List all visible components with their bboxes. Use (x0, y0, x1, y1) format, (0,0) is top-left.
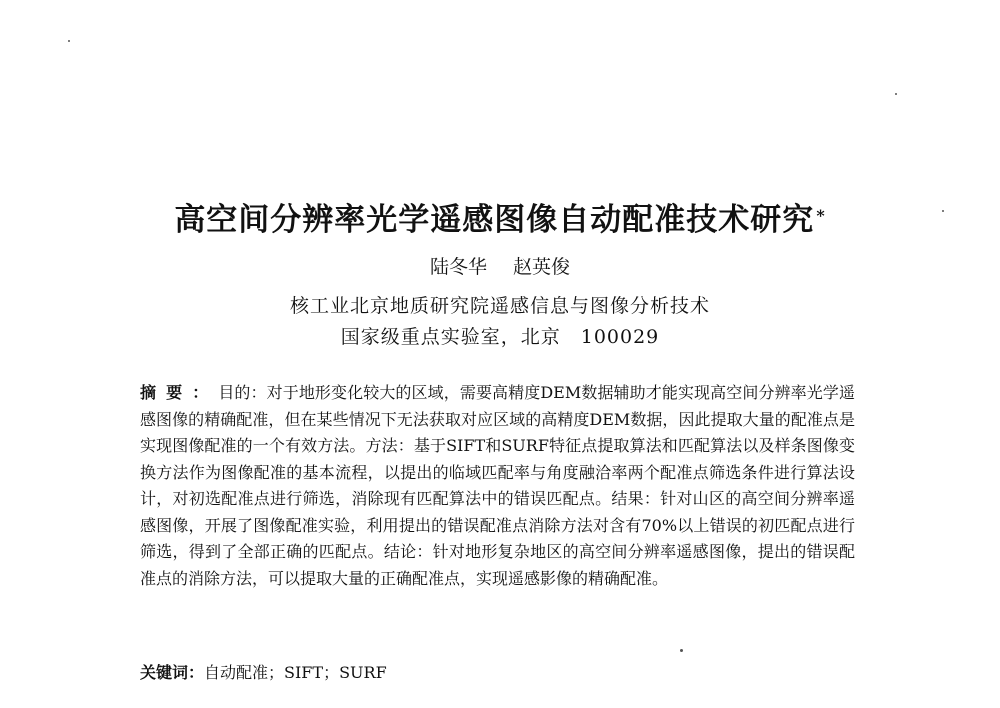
author-name: 陆冬华 (429, 256, 487, 278)
author-name: 赵英俊 (513, 256, 571, 278)
scan-speck (68, 40, 70, 42)
paper-title-text: 高空间分辨率光学遥感图像自动配准技术研究 (174, 202, 815, 238)
author-list (0, 255, 1000, 279)
keywords-label: 关键词： (140, 663, 205, 682)
keywords-text: 自动配准；SIFT；SURF (204, 663, 387, 682)
paper-title (0, 200, 1000, 240)
scan-speck (680, 649, 683, 652)
keywords (140, 660, 855, 686)
abstract-text: 目的：对于地形变化较大的区域，需要高精度DEM数据辅助才能实现高空间分辨率光学遥感图像的精确配准，但在某些情况下无法获取对应区域的高精度DEM数据，因此提取大量的配准点是实现图像配准的一个有效方法。方法：基于SIFT和SURF特征点提取算法和匹配算法以及样条图像变换方法作为图像配准的基本流程，以提出的临域匹配率与角度融洽率两个配准点筛选条件进行算法设计，对初选配准点进行筛选，消除现有匹配算法中的错误匹配点。结果：针对山区的高空间分辨率遥感图像，开展了图像配准实验，利用提出的错误配准点消除方法对含有70%以上错误的初匹配点进行筛选，得到了全部正确的匹配点。结论：针对地形复杂地区的高空间分辨率遥感图像，提出的错误配准点的消除方法，可以提取大量的正确配准点，实现遥感影像的精确配准。 (140, 383, 855, 588)
abstract (140, 380, 855, 592)
scan-speck (895, 93, 897, 95)
affiliation-line-1: 核工业北京地质研究院遥感信息与图像分析技术 (289, 295, 710, 317)
title-footnote-mark: * (816, 206, 826, 225)
affiliation-line-2: 国家级重点实验室，北京 100029 (340, 326, 660, 348)
abstract-label: 摘要： (140, 383, 219, 402)
scan-speck (942, 210, 944, 212)
